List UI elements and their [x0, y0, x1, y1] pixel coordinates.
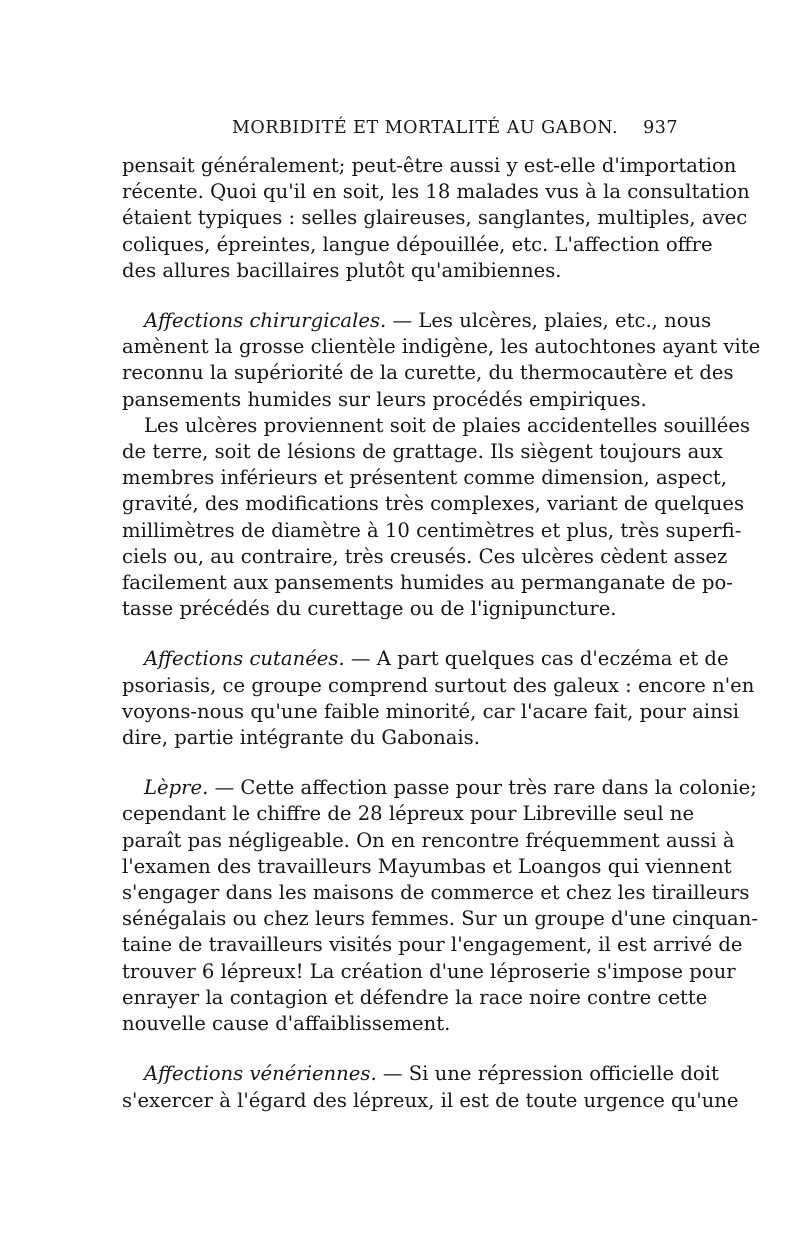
line-text: reconnu la supériorité de la curette, du thermocautère et des: [122, 361, 734, 385]
line-text: Les ulcères proviennent soit de plaies accidentelles souillées: [144, 413, 751, 437]
line-text: membres inférieurs et présentent comme dimension, aspect,: [122, 466, 727, 490]
text-line: [122, 959, 736, 985]
text-line: [122, 932, 743, 958]
line-text: amènent la grosse clientèle indigène, les autochtones ayant vite: [122, 335, 761, 359]
paragraph: [122, 153, 750, 284]
page-number: 937: [643, 118, 678, 138]
line-text: — Cette affection passe pour très rare dans la colonie;: [208, 776, 757, 800]
line-text: psoriasis, ce groupe comprend surtout des galeux : encore n'en: [122, 673, 755, 697]
line-text: millimètres de diamètre à 10 centimètres et plus, très superfi-: [122, 518, 742, 542]
text-line: [122, 1061, 719, 1087]
line-text: s'exercer à l'égard des lépreux, il est de toute urgence qu'une: [122, 1088, 739, 1112]
text-line: [122, 854, 732, 880]
text-line: [122, 544, 728, 570]
line-text: facilement aux pansements humides au permanganate de po-: [122, 571, 733, 595]
paragraph: [122, 1061, 739, 1113]
text-line: [122, 334, 761, 360]
text-line: [122, 673, 755, 699]
text-line: [122, 801, 695, 827]
text-line: [122, 828, 735, 854]
line-text: étaient typiques : selles glaireuses, sanglantes, multiples, avec: [122, 206, 748, 230]
text-line: [122, 179, 750, 205]
text-line: [122, 465, 727, 491]
line-text: nouvelle cause d'affaiblissement.: [122, 1012, 451, 1036]
section-rubric: Affections chirurgicales.: [144, 309, 387, 333]
text-line: [122, 985, 708, 1011]
line-text: taine de travailleurs visités pour l'engagement, il est arrivé de: [122, 933, 743, 957]
text-line: [122, 258, 678, 284]
paragraph-gap: [122, 284, 678, 308]
paragraph: [122, 646, 755, 751]
paragraph-gap: [122, 1037, 678, 1061]
paragraph: [122, 775, 758, 1037]
text-line: [122, 153, 737, 179]
text-line: [122, 308, 712, 334]
text-line: [122, 387, 678, 413]
text-line: [122, 232, 713, 258]
line-text: des allures bacillaires plutôt qu'amibiennes.: [122, 258, 562, 282]
section-rubric: Lèpre.: [144, 776, 209, 800]
text-line: [122, 725, 678, 751]
text-line: [122, 646, 729, 672]
line-text: ciels ou, au contraire, très creusés. Ces ulcères cèdent assez: [122, 544, 728, 568]
paragraph: [122, 308, 761, 413]
text-line: [122, 1088, 739, 1114]
line-text: récente. Quoi qu'il en soit, les 18 malades vus à la consultation: [122, 180, 750, 204]
text-line: [122, 360, 734, 386]
line-text: dire, partie intégrante du Gabonais.: [122, 726, 480, 750]
section-rubric: Affections vénériennes.: [144, 1062, 377, 1086]
page-body: [122, 153, 761, 1114]
paragraph: [122, 413, 751, 623]
line-text: l'examen des travailleurs Mayumbas et Loangos qui viennent: [122, 854, 732, 878]
text-line: [122, 413, 751, 439]
text-line: [122, 775, 757, 801]
line-text: s'engager dans les maisons de commerce et chez les tirailleurs: [122, 881, 750, 905]
paragraph-gap: [122, 622, 678, 646]
line-text: voyons-nous qu'une faible minorité, car l'acare fait, pour ainsi: [122, 699, 740, 723]
paragraph-gap: [122, 751, 678, 775]
text-line: [122, 491, 745, 517]
text-line: [122, 880, 750, 906]
line-text: pensait généralement; peut-être aussi y est-elle d'importation: [122, 154, 737, 177]
line-text: gravité, des modifications très complexes, variant de quelques: [122, 492, 745, 516]
section-rubric: Affections cutanées.: [144, 647, 345, 671]
line-text: cependant le chiffre de 28 lépreux pour Libreville seul ne: [122, 802, 695, 826]
text-line: [122, 699, 740, 725]
text-line: [122, 906, 758, 932]
running-title: MORBIDITÉ ET MORTALITÉ AU GABON.: [232, 118, 619, 138]
text-line: [122, 570, 733, 596]
text-line: [122, 205, 748, 231]
line-text: — A part quelques cas d'eczéma et de: [344, 647, 729, 671]
line-text: tasse précédés du curettage ou de l'ignipuncture.: [122, 597, 617, 621]
line-text: paraît pas négligeable. On en rencontre fréquemment aussi à: [122, 828, 735, 852]
page-header: [122, 118, 678, 146]
line-text: trouver 6 lépreux! La création d'une léproserie s'impose pour: [122, 959, 736, 983]
line-text: de terre, soit de lésions de grattage. Ils siègent toujours aux: [122, 440, 723, 464]
line-text: enrayer la contagion et défendre la race noire contre cette: [122, 985, 708, 1009]
text-line: [122, 439, 723, 465]
text-line: [122, 518, 742, 544]
text-line: [122, 1011, 678, 1037]
line-text: sénégalais ou chez leurs femmes. Sur un groupe d'une cinquan-: [122, 907, 758, 931]
line-text: — Si une répression officielle doit: [376, 1062, 719, 1086]
line-text: pansements humides sur leurs procédés empiriques.: [122, 387, 647, 411]
line-text: — Les ulcères, plaies, etc., nous: [386, 309, 712, 333]
text-line: [122, 596, 678, 622]
line-text: coliques, épreintes, langue dépouillée, etc. L'affection offre: [122, 232, 713, 256]
